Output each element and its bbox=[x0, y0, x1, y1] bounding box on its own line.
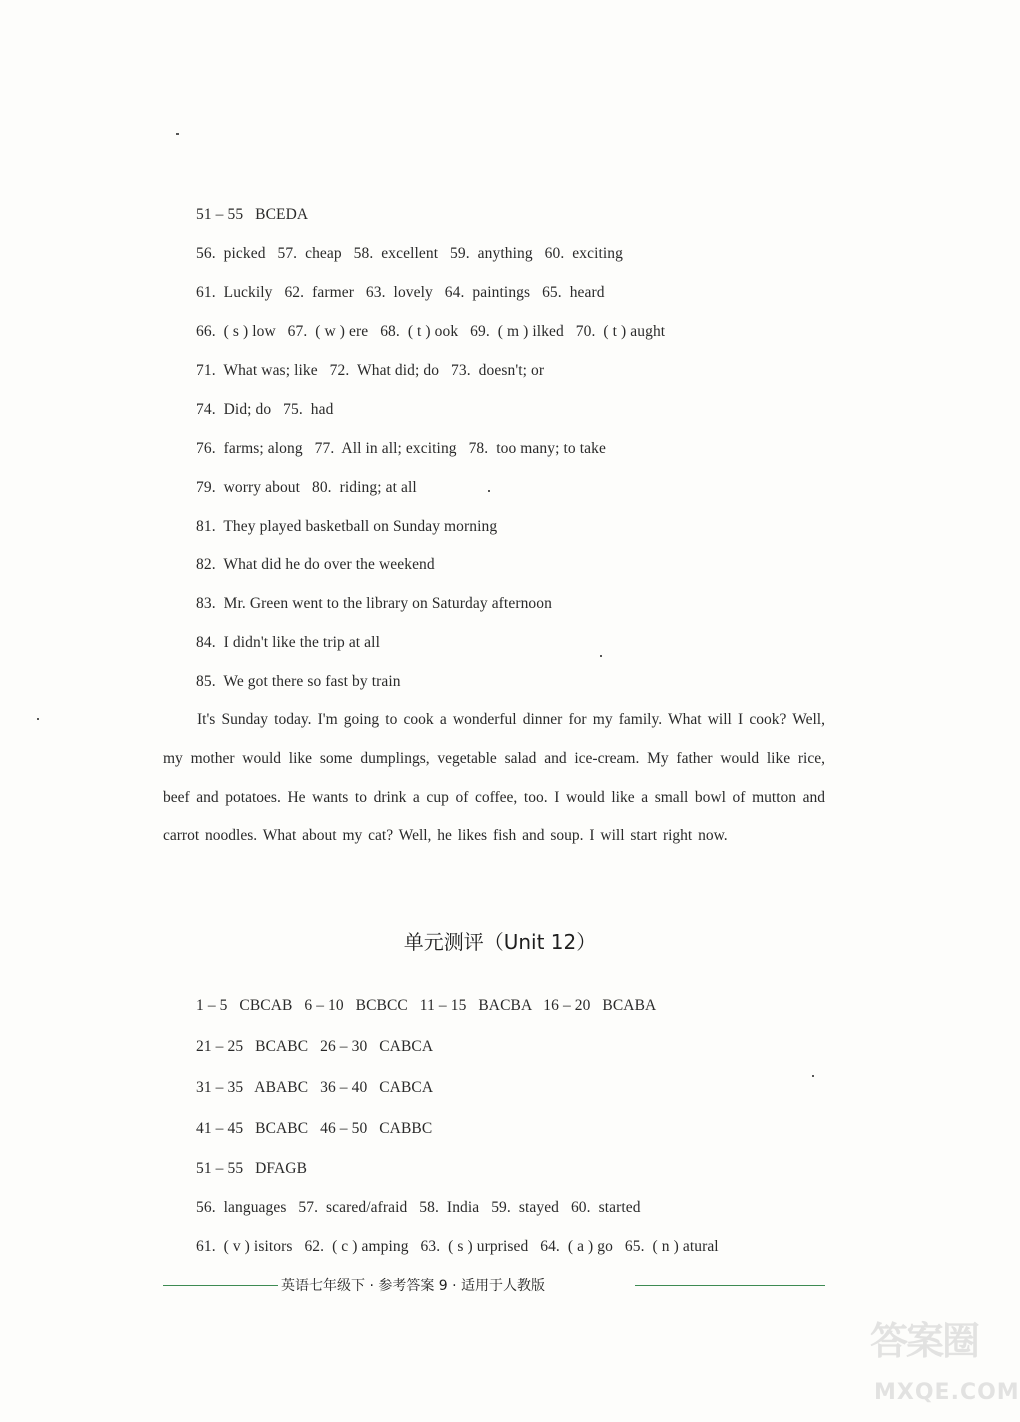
answer-line: 56. picked 57. cheap 58. excellent 59. anything 60. exciting bbox=[196, 245, 623, 262]
answer-line: 82. What did he do over the weekend bbox=[196, 556, 435, 573]
scan-speck bbox=[37, 718, 39, 720]
answer-line: 61. ( v ) isitors 62. ( c ) amping 63. ( s ) urprised 64. ( a ) go 65. ( n ) atural bbox=[196, 1238, 719, 1255]
answer-line: 51 – 55 DFAGB bbox=[196, 1160, 308, 1177]
section-title: 单元测评（Unit 12） bbox=[403, 930, 597, 954]
scan-speck bbox=[600, 655, 602, 657]
answer-line: 74. Did; do 75. had bbox=[196, 401, 334, 418]
scan-speck bbox=[176, 133, 179, 135]
answer-line: 51 – 55 BCEDA bbox=[196, 206, 309, 223]
answer-line: 56. languages 57. scared/afraid 58. India 59. stayed 60. started bbox=[196, 1199, 641, 1216]
page-footer bbox=[163, 1275, 825, 1297]
scan-speck bbox=[488, 490, 490, 492]
answer-line: 1 – 5 CBCAB 6 – 10 BCBCC 11 – 15 BACBA 16 – 20 BCABA bbox=[196, 997, 657, 1014]
answer-line: 31 – 35 ABABC 36 – 40 CABCA bbox=[196, 1079, 434, 1096]
answer-line: 85. We got there so fast by train bbox=[196, 673, 401, 690]
answer-line: 76. farms; along 77. All in all; exciting 78. too many; to take bbox=[196, 440, 606, 457]
answer-line: 66. ( s ) low 67. ( w ) ere 68. ( t ) ook 69. ( m ) ilked 70. ( t ) aught bbox=[196, 323, 666, 340]
answer-line: 41 – 45 BCABC 46 – 50 CABBC bbox=[196, 1120, 433, 1137]
watermark-logo-top: 答案圈 bbox=[870, 1319, 979, 1363]
essay-paragraph: It's Sunday today. I'm going to cook a wonderful dinner for my family. What will I cook? Well, my mother would like some dumplings, vegetable salad and ice-cream. My father would like rice, beef and potatoes. He wants to drink a cup of coffee, too. I would like a small bowl of mutton and carrot noodles. What about my cat? Well, he likes fish and soup. I will start right now. bbox=[163, 711, 825, 845]
answer-line: 61. Luckily 62. farmer 63. lovely 64. paintings 65. heard bbox=[196, 284, 605, 301]
answer-line: 71. What was; like 72. What did; do 73. doesn't; or bbox=[196, 362, 545, 379]
answer-line: 83. Mr. Green went to the library on Saturday afternoon bbox=[196, 595, 552, 612]
footer-rule-left bbox=[163, 1285, 278, 1286]
answer-line: 79. worry about 80. riding; at all bbox=[196, 479, 417, 496]
answer-line: 81. They played basketball on Sunday morning bbox=[196, 518, 498, 535]
footer-text: 英语七年级下 · 参考答案 9 · 适用于人教版 bbox=[281, 1278, 546, 1294]
watermark-logo bbox=[870, 1310, 1020, 1418]
watermark-logo-bottom: MXQE.COM bbox=[874, 1380, 1020, 1405]
scan-speck bbox=[812, 1075, 814, 1077]
footer-rule-right bbox=[635, 1285, 825, 1286]
answer-line: 21 – 25 BCABC 26 – 30 CABCA bbox=[196, 1038, 434, 1055]
answer-line: 84. I didn't like the trip at all bbox=[196, 634, 380, 651]
